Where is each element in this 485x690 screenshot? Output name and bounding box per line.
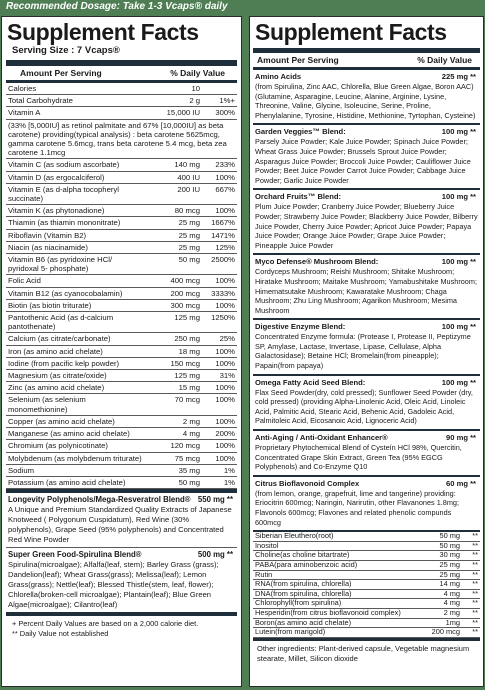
blend-title: Digestive Enzyme Blend: — [255, 322, 346, 332]
header-amount: Amount Per Serving — [257, 55, 339, 65]
nutrient-name: (33% [5,000IU] as retinol palmitate and 67% [10,000IU] as beta carotene) providing(typical analysis) : beta carotene 5625mcg, gamma carotene 5.6mcg, trans beta carotene 5.4 mcg, beta zea carotene 1.1mcg — [6, 119, 237, 159]
nutrient-amount: 200 IU — [146, 183, 203, 204]
blend-amount: 100 mg ** — [441, 377, 476, 387]
ingredient-amount: 2 mg — [425, 608, 462, 618]
nutrient-daily-value: 100% — [203, 452, 237, 464]
nutrient-name: Folic Acid — [6, 275, 146, 287]
nutrient-name: Selenium (as selenium monomethionine) — [6, 394, 146, 415]
nutrient-row — [6, 107, 237, 119]
nutrient-amount: 150 mcg — [146, 357, 203, 369]
nutrient-row — [6, 159, 237, 171]
nutrient-row — [6, 345, 237, 357]
right-facts-panel — [249, 16, 484, 687]
blend-section — [253, 320, 480, 375]
nutrient-daily-value: 200% — [203, 428, 237, 440]
header-daily-value: % Daily Value — [170, 68, 225, 78]
ingredient-daily-value: ** — [462, 628, 480, 638]
nutrient-name: Iron (as amino acid chelate) — [6, 345, 146, 357]
nutrient-row — [6, 382, 237, 394]
nutrient-name: Vitamin K (as phytonadione) — [6, 205, 146, 217]
nutrient-amount: 400 IU — [146, 171, 203, 183]
nutrient-daily-value: 1%+ — [203, 95, 237, 107]
nutrient-row — [6, 217, 237, 229]
nutrient-amount: 35 mg — [146, 464, 203, 476]
nutrient-row — [6, 357, 237, 369]
blend-section — [253, 477, 480, 532]
blend-title: Longevity Polyphenols/Mega-Resveratrol Blend® — [8, 495, 191, 505]
nutrient-row — [6, 333, 237, 345]
ingredient-name: Lutein(from marigold) — [253, 628, 425, 638]
nutrient-table — [6, 83, 237, 489]
blend-section — [253, 376, 480, 431]
nutrient-amount: 250 mg — [146, 333, 203, 345]
nutrient-name: Vitamin B6 (as pyridoxine HCl/ pyridoxal 5- phosphate) — [6, 254, 146, 275]
nutrient-name: Copper (as amino acid chelate) — [6, 415, 146, 427]
nutrient-name: Calcium (as citrate/carbonate) — [6, 333, 146, 345]
ingredient-daily-value: ** — [462, 608, 480, 618]
nutrient-row — [6, 229, 237, 241]
ingredient-daily-value: ** — [462, 618, 480, 628]
nutrient-amount: 70 mcg — [146, 394, 203, 415]
nutrient-amount: 25 mg — [146, 229, 203, 241]
nutrient-name: Vitamin D (as ergocalciferol) — [6, 171, 146, 183]
nutrient-name: Chromium (as polynicotinate) — [6, 440, 146, 452]
blend-body: Cordyceps Mushroom; Reishi Mushroom; Shitake Mushroom; Hiratake Mushroom; Maitake Mushroom; Yamabushitake Mushroom; Himematsutake Mushroom; Kawaratake Mushroom; Chaga Mushroom; Zhu Ling Mushroom; Agarikon Mushroom; Mesima Mushroom — [255, 267, 477, 315]
nutrient-amount: 50 mg — [146, 476, 203, 488]
blend-section — [253, 255, 480, 320]
nutrient-amount: 18 mg — [146, 345, 203, 357]
blend-section — [253, 431, 480, 477]
nutrient-amount: 2 mg — [146, 415, 203, 427]
nutrient-row — [6, 171, 237, 183]
ingredient-daily-value: ** — [462, 551, 480, 561]
ingredient-name: Choline(as choline bitartrate) — [253, 551, 425, 561]
nutrient-daily-value: 1250% — [203, 312, 237, 333]
nutrient-row — [6, 370, 237, 382]
nutrient-daily-value: 100% — [203, 299, 237, 311]
ingredient-row — [253, 560, 480, 570]
nutrient-name: Sodium — [6, 464, 146, 476]
other-ingredients: Other ingredients: Plant-derived capsule, Vegetable magnesium stearate, Millet, Silicon dioxide — [253, 638, 480, 667]
nutrient-name: Vitamin A — [6, 107, 146, 119]
nutrient-name: Vitamin E (as d-alpha tocopheryl succinate) — [6, 183, 146, 204]
blend-section — [253, 70, 480, 125]
left-header-row — [6, 66, 237, 83]
nutrient-daily-value: 300% — [203, 107, 237, 119]
ingredient-row — [253, 532, 480, 541]
ingredient-name: PABA(para aminobenzoic acid) — [253, 560, 425, 570]
blend-section — [253, 190, 480, 255]
ingredient-amount: 200 mcg — [425, 628, 462, 638]
nutrient-daily-value: 100% — [203, 171, 237, 183]
blend-title: Omega Fatty Acid Seed Blend: — [255, 377, 366, 387]
nutrient-amount: 120 mcg — [146, 440, 203, 452]
ingredient-amount: 25 mg — [425, 560, 462, 570]
nutrient-amount: 75 mcg — [146, 452, 203, 464]
ingredient-name: Hesperidin(from citrus bioflavonoid complex) — [253, 608, 425, 618]
nutrient-name: Riboflavin (Vitamin B2) — [6, 229, 146, 241]
recommended-dosage: Recommended Dosage: Take 1-3 Vcaps® daily — [6, 1, 228, 12]
footnotes — [6, 612, 237, 641]
ingredient-amount: 1mg — [425, 618, 462, 628]
nutrient-amount: 25 mg — [146, 217, 203, 229]
ingredient-name: Inositol — [253, 541, 425, 551]
blend-body: A Unique and Premium Standardized Quality Extracts of Japanese Knotweed ( Polygonum Cuspidatum), Red Wine (30% polyphenols), Grape Seed (95% polyphenols) and Concentrated Red Wine Powder — [8, 505, 232, 545]
blend-title: Garden Veggies™ Blend: — [255, 127, 346, 137]
nutrient-daily-value: 233% — [203, 159, 237, 171]
nutrient-amount: 15,000 IU — [146, 107, 203, 119]
nutrient-daily-value: 1% — [203, 476, 237, 488]
footnote-not-established: ** Daily Value not established — [12, 628, 109, 638]
ingredient-amount: 50 mg — [425, 541, 462, 551]
blend-title: Orchard Fruits™ Blend: — [255, 192, 342, 202]
ingredient-daily-value: ** — [462, 560, 480, 570]
ingredient-row — [253, 628, 480, 638]
blend-body: Parsely Juice Powder; Kale Juice Powder; Spinach Juice Powder; Wheat Grass Juice Powder; Brussels Sprout Juice Powder; Asparagus Juice Powder; Broccoli Juice Powder; Cauliflower Juice Powder; Beet Juice Powder Carrot Juice Powder; Cabbage Juice Powder; Garlic Juice Powder — [255, 137, 471, 185]
ingredient-amount: 30 mg — [425, 551, 462, 561]
nutrient-name: Manganese (as amino acid chelate) — [6, 428, 146, 440]
serving-size: Serving Size : 7 Vcaps® — [6, 45, 237, 66]
ingredient-amount: 4 mg — [425, 589, 462, 599]
nutrient-amount: 200 mcg — [146, 287, 203, 299]
nutrient-amount: 80 mcg — [146, 205, 203, 217]
blend-title: Citrus Bioflavonoid Complex — [255, 478, 360, 488]
blend-title: Amino Acids — [255, 72, 302, 81]
nutrient-row — [6, 95, 237, 107]
blend-title: Myco Defense® Mushroom Blend: — [255, 257, 379, 267]
blend-amount: 100 mg ** — [441, 322, 476, 332]
blend-amount: 60 mg ** — [446, 478, 476, 488]
nutrient-daily-value: 25% — [203, 333, 237, 345]
nutrient-name: Calories — [6, 83, 146, 95]
ingredient-table — [253, 532, 480, 638]
nutrient-daily-value: 100% — [203, 394, 237, 415]
nutrient-daily-value: 1% — [203, 464, 237, 476]
nutrient-amount: 10 — [146, 83, 203, 95]
footnote-daily-values: + Percent Daily Values are based on a 2,000 calorie diet. — [12, 619, 199, 629]
nutrient-name: Pantothenic Acid (as d-calcium pantothenate) — [6, 312, 146, 333]
nutrient-row — [6, 254, 237, 275]
blend-body: (from lemon, orange, grapefruit, lime and tangerine) providing: Eriocitrin 600mcg; Naringin, Narirutin, other Flavanones 1.8mg; Flavonols 600mcg; Flavones and related phenolic compunds 600mcg — [255, 488, 459, 527]
nutrient-row — [6, 287, 237, 299]
nutrient-daily-value: 100% — [203, 357, 237, 369]
nutrient-daily-value: 100% — [203, 382, 237, 394]
ingredient-daily-value: ** — [462, 580, 480, 590]
ingredient-amount: 50 mg — [425, 532, 462, 541]
nutrient-daily-value: 125% — [203, 241, 237, 253]
header-daily-value: % Daily Value — [417, 55, 472, 65]
nutrient-daily-value — [203, 83, 237, 95]
nutrient-amount: 50 mg — [146, 254, 203, 275]
ingredient-name: Boron(as amino acid chelate) — [253, 618, 425, 628]
ingredient-amount: 25 mg — [425, 570, 462, 580]
nutrient-daily-value: 1471% — [203, 229, 237, 241]
ingredient-name: Chlorophyll(from spirulina) — [253, 599, 425, 609]
ingredient-name: DNA(from spirulina, chlorella) — [253, 589, 425, 599]
nutrient-daily-value: 100% — [203, 345, 237, 357]
nutrient-row — [6, 394, 237, 415]
nutrient-amount: 2 g — [146, 95, 203, 107]
ingredient-daily-value: ** — [462, 541, 480, 551]
nutrient-row — [6, 312, 237, 333]
ingredient-row — [253, 580, 480, 590]
nutrient-row — [6, 476, 237, 488]
nutrient-amount: 125 mg — [146, 370, 203, 382]
blend-section — [253, 125, 480, 190]
nutrient-name: Total Carbohydrate — [6, 95, 146, 107]
nutrient-daily-value: 100% — [203, 415, 237, 427]
blend-body: Proprietary Phytochemical Blend of Cysteín HCl 98%, Quercitin, Concentrated Grape Skin Extract, Green Tea (95% EGCG Polyphenols) and Co-Enzyme Q10 — [255, 443, 462, 472]
nutrient-row — [6, 241, 237, 253]
blend-title: Anti-Aging / Anti-Oxidant Enhancer® — [255, 433, 388, 443]
nutrient-name: Biotin (as biotin triturate) — [6, 299, 146, 311]
nutrient-amount: 15 mg — [146, 382, 203, 394]
blend-body: Flax Seed Powder(dry, cold pressed); Sunflower Seed Powder (dry, cold pressed) (providing Alpha-Linolenic Acid, Oleic Acid, Linoleic Acid, Palmitic Acid, Stearic Acid, Behenic Acid, Gadoleic Acid, Palmitoleic Acid, Eicosanoic Acid, Lignoceric Acid) — [255, 387, 473, 426]
nutrient-row — [6, 440, 237, 452]
nutrient-amount: 400 mcg — [146, 275, 203, 287]
ingredient-amount: 4 mg — [425, 599, 462, 609]
ingredient-daily-value: ** — [462, 589, 480, 599]
ingredient-row — [253, 599, 480, 609]
nutrient-row — [6, 205, 237, 217]
ingredient-row — [253, 608, 480, 618]
nutrient-row — [6, 183, 237, 204]
nutrient-name: Iodine (from pacific kelp powder) — [6, 357, 146, 369]
nutrient-name: Vitamin C (as sodium ascorbate) — [6, 159, 146, 171]
nutrient-name: Vitamin B12 (as cyanocobalamin) — [6, 287, 146, 299]
header-amount: Amount Per Serving — [20, 68, 102, 78]
nutrient-amount: 300 mcg — [146, 299, 203, 311]
nutrient-amount: 140 mg — [146, 159, 203, 171]
nutrient-row — [6, 83, 237, 95]
right-header-row — [253, 53, 480, 70]
nutrient-row — [6, 464, 237, 476]
blend-amount: 100 mg ** — [441, 192, 476, 202]
left-title: Supplement Facts — [7, 19, 199, 45]
nutrient-row — [6, 275, 237, 287]
nutrient-daily-value: 3333% — [203, 287, 237, 299]
nutrient-row — [6, 452, 237, 464]
nutrient-name: Potassium (as amino acid chelate) — [6, 476, 146, 488]
blend-body: Plum Juice Powder; Cranberry Juice Powder; Blueberry Juice Powder; Strawberry Juice Powder; Blackberry Juice Powder, Bilberry Juice Powder, Cherry Juice Powder; Apricot Juice Powder; Papaya Juice Powder; Orange Juice Powder; Grape Juice Powder; Pineapple Juice Powder — [255, 202, 478, 250]
blend-amount: 100 mg ** — [441, 257, 476, 267]
blend-title: Super Green Food-Spirulina Blend® — [8, 550, 142, 560]
blend-body: (from Spirulina, Zinc AAC, Chlorella, Blue Green Algae, Boron AAC) (Glutamine, Asparagine, Leucine, Alanine, Arginine, Lysine, Threonine, Valine, Glycine, Isoleucine, Serine, Proline, Phenylalanine, Tyrosine, Histidine, Methionine, Tyrtophan, Cysteine) — [255, 82, 476, 120]
nutrient-daily-value: 1667% — [203, 217, 237, 229]
ingredient-daily-value: ** — [462, 570, 480, 580]
blend-amount: 550 mg ** — [197, 495, 233, 505]
blend-body: Concentrated Enzyme formula: (Protease I, Protease II, Peptizyme SP, Amylase, Lactase, Invertase, Lipase, Cellulase, Alpha Galactosidase); Betaine HCl; Bromelain(from pineapple); Papain(from papaya) — [255, 332, 471, 371]
nutrient-daily-value: 100% — [203, 205, 237, 217]
longevity-blend — [6, 493, 237, 548]
nutrient-amount: 125 mg — [146, 312, 203, 333]
nutrient-row — [6, 415, 237, 427]
blend-amount: 225 mg ** — [441, 72, 476, 81]
blend-amount: 90 mg ** — [446, 433, 476, 443]
nutrient-name: Thiamin (as thiamin mononitrate) — [6, 217, 146, 229]
nutrient-amount: 25 mg — [146, 241, 203, 253]
ingredient-daily-value: ** — [462, 599, 480, 609]
nutrient-daily-value: 31% — [203, 370, 237, 382]
nutrient-daily-value: 100% — [203, 275, 237, 287]
left-facts-panel — [1, 16, 242, 687]
nutrient-row — [6, 428, 237, 440]
blend-amount: 100 mg ** — [441, 127, 476, 137]
right-title: Supplement Facts — [255, 19, 447, 45]
nutrient-name: Zinc (as amino acid chelate) — [6, 382, 146, 394]
nutrient-name: Niacin (as niacinamide) — [6, 241, 146, 253]
blend-amount: 500 mg ** — [197, 550, 233, 560]
ingredient-daily-value: ** — [462, 532, 480, 541]
greenfood-blend — [6, 548, 237, 612]
blend-body: Spirulina(microalgae); Alfalfa(leaf, stem); Barley Grass (grass); Dandelion(leaf); Wheat Grass(grass); Melissa(leaf); Lemon Grass(grass); Nettle(leaf); Blessed Thistle(stem, leaf, flower); Chlorella(broken-cell microalgae); Plantain(leaf); Blue Green Algae(microalgae); Cilantro(leaf) — [8, 560, 219, 610]
nutrient-row — [6, 299, 237, 311]
ingredient-name: RNA(from spirulina, chlorella) — [253, 580, 425, 590]
nutrient-daily-value: 667% — [203, 183, 237, 204]
ingredient-name: Siberian Eleuthero(root) — [253, 532, 425, 541]
ingredient-name: Rutin — [253, 570, 425, 580]
ingredient-amount: 14 mg — [425, 580, 462, 590]
nutrient-name: Molybdenum (as molybdenum triturate) — [6, 452, 146, 464]
nutrient-name: Magnesium (as citrate/oxide) — [6, 370, 146, 382]
nutrient-daily-value: 100% — [203, 440, 237, 452]
nutrient-amount: 4 mg — [146, 428, 203, 440]
nutrient-row — [6, 119, 237, 159]
nutrient-daily-value: 2500% — [203, 254, 237, 275]
